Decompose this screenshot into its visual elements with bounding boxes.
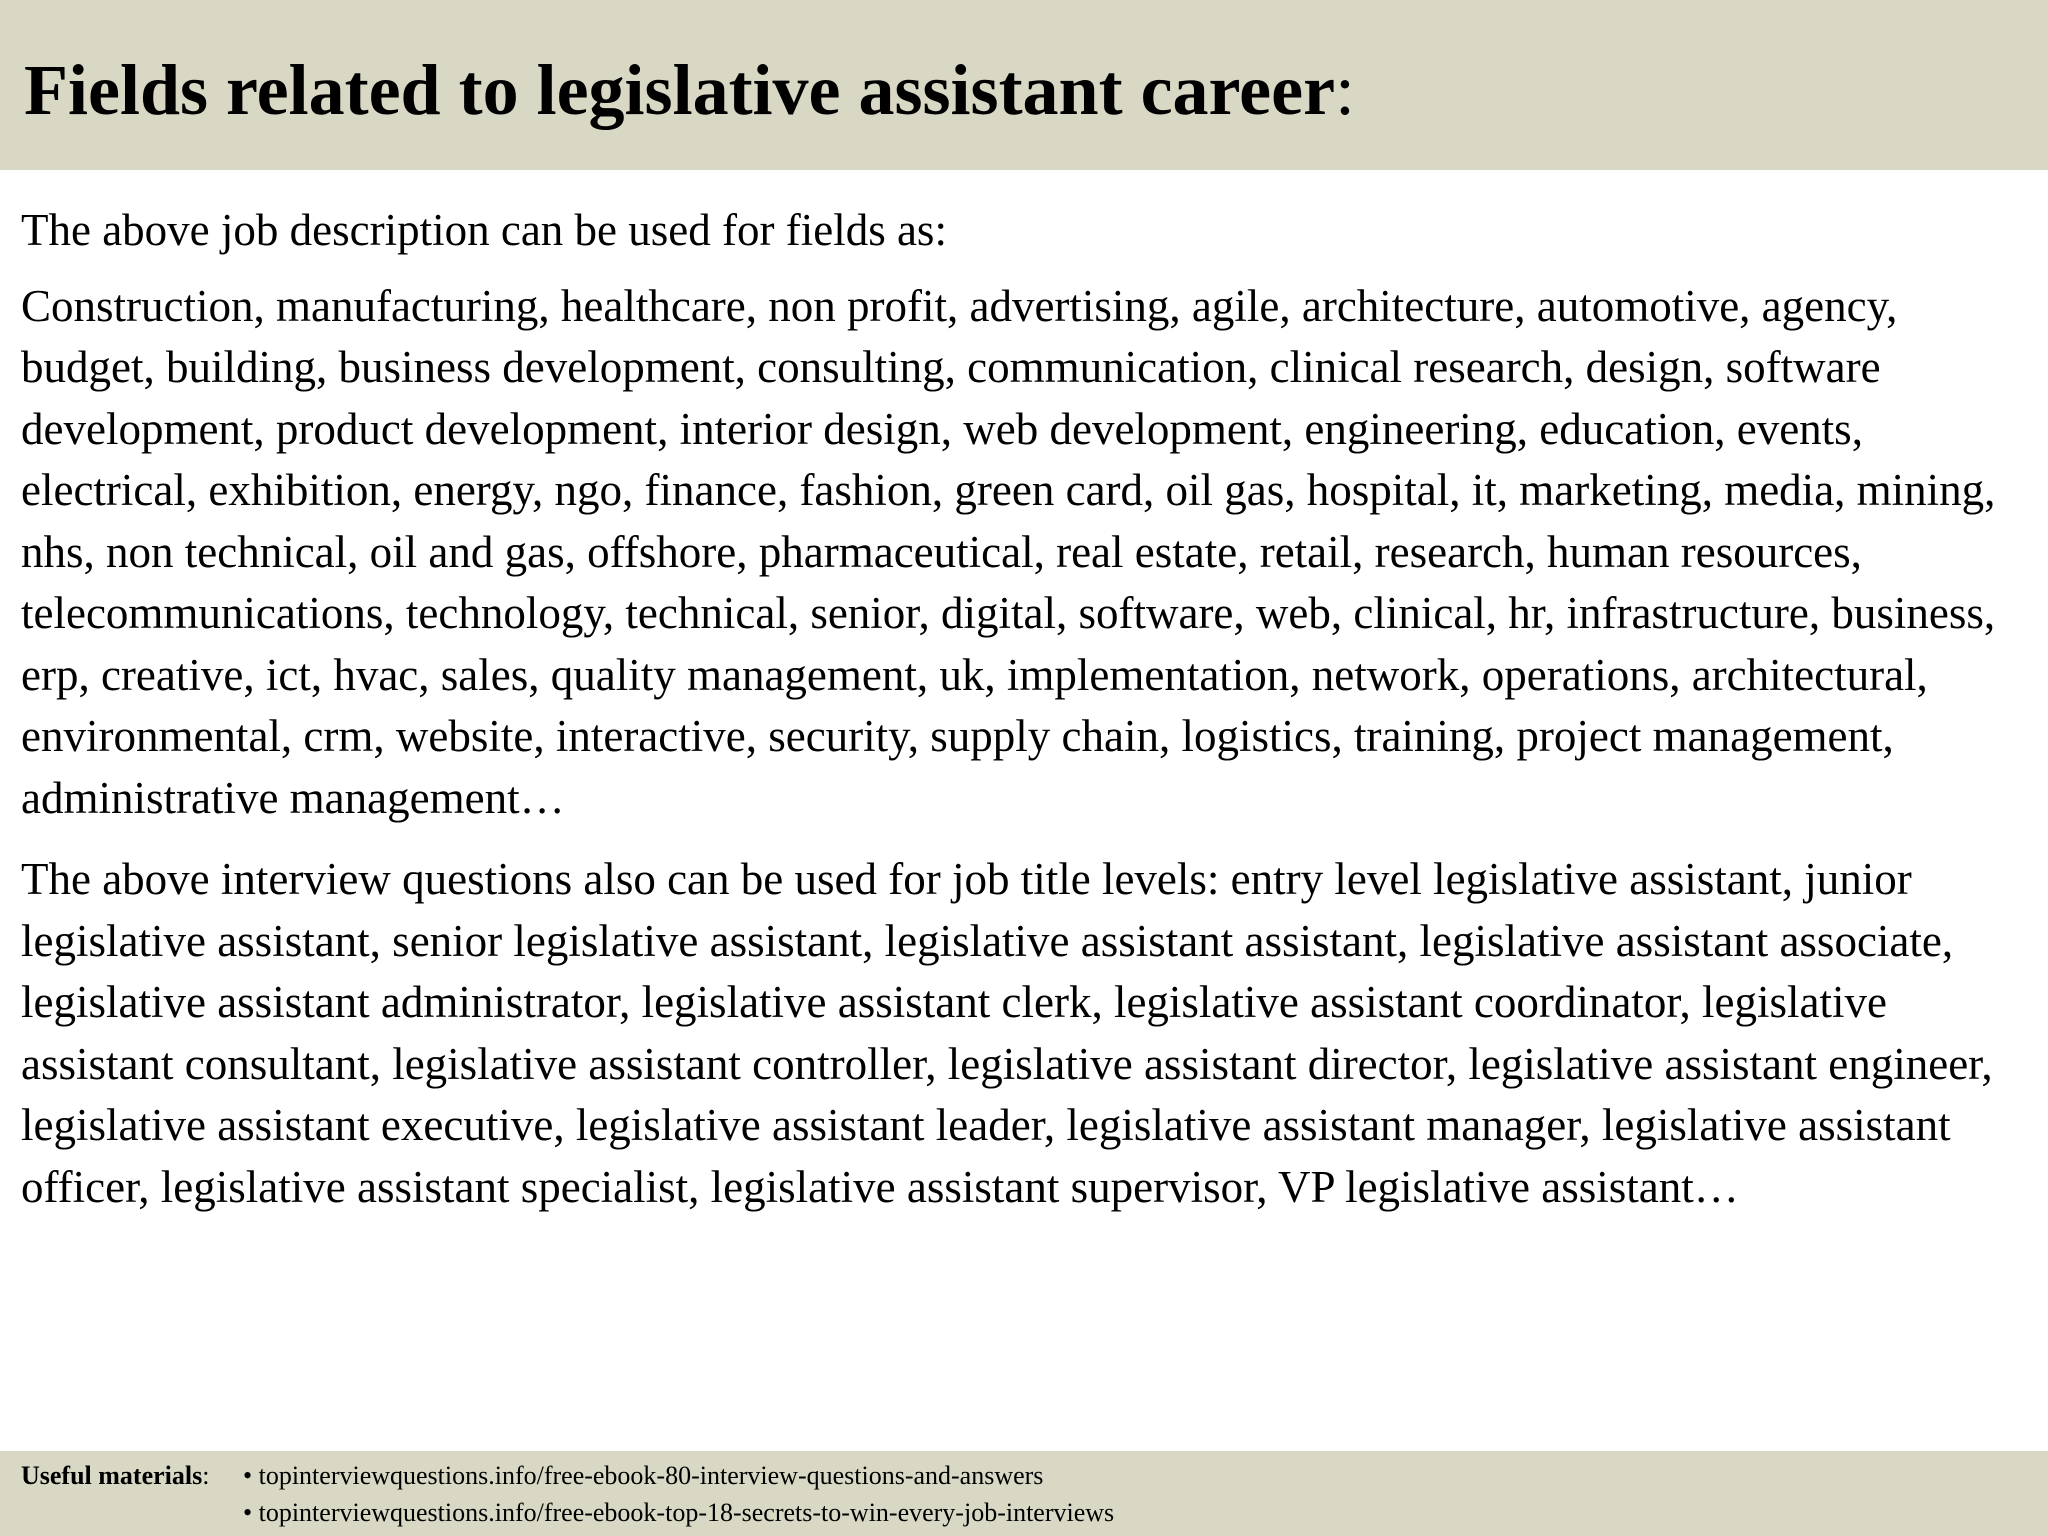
slide-content — [21, 200, 2031, 1218]
title-bar — [0, 0, 2048, 170]
resource-link-1[interactable]: • topinterviewquestions.info/free-ebook-80-interview-questions-and-answers — [243, 1461, 1044, 1490]
intro-text: The above job description can be used for fields as: — [21, 205, 947, 255]
footer-label-cell — [21, 1457, 243, 1494]
footer-bar — [0, 1451, 2048, 1536]
slide-title-colon: : — [1335, 50, 1356, 130]
useful-materials-label: Useful materials — [21, 1461, 203, 1490]
slide-title-text: Fields related to legislative assistant career — [24, 50, 1336, 130]
footer-row-1 — [21, 1457, 1114, 1494]
footer-spacer — [21, 1494, 243, 1531]
useful-materials-colon: : — [202, 1461, 210, 1490]
useful-materials — [21, 1457, 1114, 1531]
footer-row-2 — [21, 1494, 1114, 1531]
resource-link-2[interactable]: • topinterviewquestions.info/free-ebook-top-18-secrets-to-win-every-job-interviews — [243, 1498, 1115, 1527]
fields-list-text: Construction, manufacturing, healthcare, non profit, advertising, agile, architecture, automotive, agency, budget, building, business development, consulting, communication, clinical research, design, software development, product development, interior design, web development, engineering, education, events, electrical, exhibition, energy, ngo, finance, fashion, green card, oil gas, hospital, it, marketing, media, mining, nhs, non technical, oil and gas, offshore, pharmaceutical, real estate, retail, research, human resources, telecommunications, technology, technical, senior, digital, software, web, clinical, hr, infrastructure, business, erp, creative, ict, hvac, sales, quality management, uk, implementation, network, operations, architectural, environmental, crm, website, interactive, security, supply chain, logistics, training, project management, administrative management… — [21, 280, 1996, 823]
slide-title — [24, 40, 1355, 140]
job-levels-text: The above interview questions also can be used for job title levels: entry level legislative assistant, junior legislative assistant, senior legislative assistant, legislative assistant assistant, legislative assistant associate, legislative assistant administrator, legislative assistant clerk, legislative assistant coordinator, legislative assistant consultant, legislative assistant controller, legislative assistant director, legislative assistant engineer, legislative assistant executive, legislative assistant leader, legislative assistant manager, legislative assistant officer, legislative assistant specialist, legislative assistant supervisor, VP legislative assistant… — [21, 854, 1993, 1212]
